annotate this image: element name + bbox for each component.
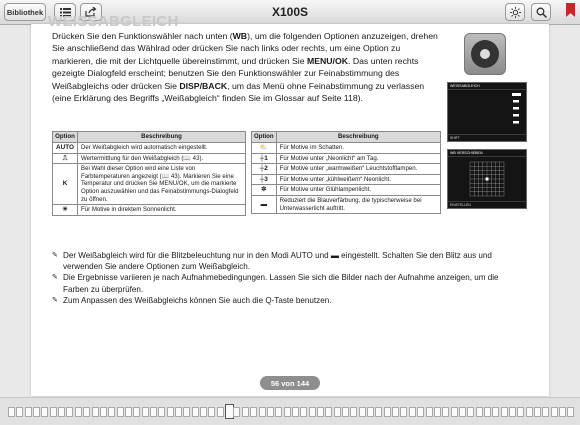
- column-header-option: Option: [53, 132, 78, 143]
- intro-keyword: MENU/OK: [306, 55, 348, 66]
- page-thumbnail[interactable]: [342, 407, 349, 417]
- page-thumbnail[interactable]: [192, 407, 199, 417]
- option-description: Für Motive unter „Neonlicht“ am Tag.: [276, 153, 440, 164]
- wb-shift-screen: [447, 149, 527, 209]
- page-thumbnail[interactable]: [492, 407, 499, 417]
- note-icon: ✎: [52, 252, 58, 259]
- note-text: Die Ergebnisse variieren je nach Aufnahmebedingungen. Lassen Sie sich die Bilder nach der Aufnahme anzeigen, um die Farben zu überprüfen.: [63, 273, 499, 294]
- option-description: Für Motive unter „warmweißen“ Leuchtstofflampen.: [276, 164, 440, 175]
- page-thumbnail[interactable]: [250, 407, 257, 417]
- page-thumbnail[interactable]: [325, 407, 332, 417]
- table-row: [252, 185, 441, 196]
- page-thumbnail[interactable]: [526, 407, 533, 417]
- intro-keyword: DISP/BACK: [179, 80, 228, 91]
- page-thumbnail[interactable]: [217, 407, 224, 417]
- page-thumbnail[interactable]: [175, 407, 182, 417]
- page-thumbnail[interactable]: [58, 407, 65, 417]
- column-header-description: Beschreibung: [276, 132, 440, 143]
- page-thumbnail[interactable]: [501, 407, 508, 417]
- page-thumbnail[interactable]: [459, 407, 466, 417]
- library-button[interactable]: Bibliothek: [4, 3, 46, 21]
- option-description: Bei Wahl dieser Option wird eine Liste von Farbtemperaturen angezeigt (📖 43). Markieren Sie eine Temperatur und drücken Sie MENU/OK, um die markierte Option auszuwählen und das Feinabstimmungs-Dialogfeld zu öffnen.: [78, 164, 246, 205]
- option-icon: ┼1: [252, 153, 277, 164]
- intro-text: ), um die folgenden Optionen anzuzeigen, drehen Sie anschließend das Wählrad oder drücken Sie nach links oder rechts, um eine Option zu markieren, die mit der Lichtquelle übereinstimmt, und drücken Sie: [52, 31, 438, 66]
- page-thumbnail[interactable]: [300, 407, 307, 417]
- page-thumbnail[interactable]: [92, 407, 99, 417]
- bookmark-icon[interactable]: [566, 3, 575, 17]
- page-thumbnail[interactable]: [534, 407, 541, 417]
- option-icon: ⛅: [252, 143, 277, 154]
- page-thumbnail[interactable]: [275, 407, 282, 417]
- page-thumbnail[interactable]: [33, 407, 40, 417]
- page-thumbnail[interactable]: [309, 407, 316, 417]
- options-table-left: [52, 131, 246, 216]
- option-description: Für Motive in direktem Sonnenlicht.: [78, 205, 246, 216]
- page-thumbnail[interactable]: [559, 407, 566, 417]
- page-thumbnail[interactable]: [442, 407, 449, 417]
- option-description: Reduziert die Blauverfärbung, die typischerweise bei Unterwasserlicht auftritt.: [276, 195, 440, 213]
- page-thumbnail[interactable]: [375, 407, 382, 417]
- page-thumbnail[interactable]: [392, 407, 399, 417]
- page-thumbnail[interactable]: [400, 407, 407, 417]
- page-thumbnail[interactable]: [292, 407, 299, 417]
- page-thumbnail[interactable]: [367, 407, 374, 417]
- page-thumbnail[interactable]: [158, 407, 165, 417]
- option-icon: ⎍: [53, 153, 78, 164]
- note-icon: ✎: [52, 274, 58, 282]
- page-thumbnail[interactable]: [167, 407, 174, 417]
- white-balance-screen: [447, 82, 527, 142]
- intro-keyword: WB: [232, 31, 248, 41]
- page-thumbnail[interactable]: [551, 407, 558, 417]
- intro-text: . Das unten rechts gezeigte Dialogfeld erscheint; benutzen Sie den Funktionswähler zur Feinabstimmung des Weißabgleichs oder drücken Sie: [52, 55, 419, 91]
- screen-title: WB VERSCHIEBEN: [450, 151, 483, 155]
- page-thumbnail[interactable]: [233, 407, 240, 417]
- page-thumbnail[interactable]: [150, 407, 157, 417]
- page-thumbnail[interactable]: [334, 407, 341, 417]
- page-thumbnail[interactable]: [359, 407, 366, 417]
- note-text: Zum Anpassen des Weißabgleichs können Sie auch die Q-Taste benutzen.: [63, 295, 332, 305]
- page-thumbnail[interactable]: [25, 407, 32, 417]
- page-thumbnail[interactable]: [409, 407, 416, 417]
- page-thumbnail[interactable]: [317, 407, 324, 417]
- selector-dial-illustration: [464, 33, 506, 75]
- table-row: [53, 205, 246, 216]
- page-thumbnail[interactable]: [284, 407, 291, 417]
- option-icon: ✲: [252, 185, 277, 196]
- notes-list: [52, 250, 522, 306]
- page-thumbnail[interactable]: [83, 407, 90, 417]
- page-thumbnail[interactable]: [100, 407, 107, 417]
- column-header-description: Beschreibung: [78, 132, 246, 143]
- page-thumbnail[interactable]: [75, 407, 82, 417]
- page-thumbnail[interactable]: [8, 407, 15, 417]
- option-icon: ┼3: [252, 174, 277, 185]
- options-table-right: [251, 131, 441, 214]
- note-icon: ✎: [52, 296, 58, 304]
- option-icon: ▬: [252, 195, 277, 213]
- intro-paragraph: [52, 30, 440, 104]
- page-thumbnail[interactable]: [200, 407, 207, 417]
- brightness-icon[interactable]: [505, 3, 525, 21]
- page-thumbnail[interactable]: [567, 407, 574, 417]
- column-header-option: Option: [252, 132, 277, 143]
- page-thumbnail[interactable]: [133, 407, 140, 417]
- page-thumbnail[interactable]: [350, 407, 357, 417]
- screen-footer: SHIFT: [450, 136, 460, 140]
- screen-footer: EINSTELLEN: [450, 203, 471, 207]
- page-thumbnail[interactable]: [484, 407, 491, 417]
- page-thumbnail[interactable]: [542, 407, 549, 417]
- option-icon: ☀: [53, 205, 78, 216]
- page-thumbnail[interactable]: [117, 407, 124, 417]
- note-text: Der Weißabgleich wird für die Blitzbeleuchtung nur in den Modi AUTO und ▬ eingestellt. Schalten Sie den Blitz aus und verwenden Sie andere Optionen zum Weißabgleich.: [63, 251, 492, 272]
- page-thumbnail[interactable]: [125, 407, 132, 417]
- table-row: [252, 174, 441, 185]
- intro-text: Drücken Sie den Funktionswähler nach unten (: [52, 31, 233, 41]
- page-thumbnail[interactable]: [451, 407, 458, 417]
- document-title: X100S: [271, 5, 309, 19]
- option-icon: K: [53, 164, 78, 205]
- page-indicator: 56 von 144: [260, 376, 320, 390]
- table-row: [53, 143, 246, 154]
- page-thumbnail[interactable]: [467, 407, 474, 417]
- table-row: [53, 153, 246, 164]
- page-thumbnail[interactable]: [242, 407, 249, 417]
- page-thumbnail[interactable]: [108, 407, 115, 417]
- note-item: [52, 295, 522, 306]
- page-thumbnail[interactable]: [259, 407, 266, 417]
- option-icon: ┼2: [252, 164, 277, 175]
- option-description: Für Motive unter „kühlweißem“ Neonlicht.: [276, 174, 440, 185]
- option-icon: AUTO: [53, 143, 78, 154]
- page-thumbnail[interactable]: [16, 407, 23, 417]
- intro-text: , um das Menü ohne Feinabstimmung zu verlassen (eine Erklärung des Begriffs „Weißabgleich“ finden Sie im Glossar auf Seite 118).: [52, 80, 425, 104]
- page-thumbnail[interactable]: [267, 407, 274, 417]
- table-row: [252, 164, 441, 175]
- option-description: Für Motive im Schatten.: [276, 143, 440, 154]
- note-item: [52, 250, 522, 272]
- page-thumbnail[interactable]: [208, 407, 215, 417]
- table-row: [252, 195, 441, 213]
- page-thumbnail[interactable]: [509, 407, 516, 417]
- page-thumbnail[interactable]: [183, 407, 190, 417]
- table-row: [53, 164, 246, 205]
- page-thumbnail[interactable]: [142, 407, 149, 417]
- page-thumbnail[interactable]: [384, 407, 391, 417]
- page-thumbnail[interactable]: [426, 407, 433, 417]
- search-icon[interactable]: [531, 3, 551, 21]
- option-description: Der Weißabgleich wird automatisch eingestellt.: [78, 143, 246, 154]
- page-thumbnail[interactable]: [66, 407, 73, 417]
- page-thumbnail[interactable]: [517, 407, 524, 417]
- screen-title: WEISSABGLEICH: [450, 84, 480, 88]
- page-thumbnail[interactable]: [476, 407, 483, 417]
- page-thumbnail[interactable]: [50, 407, 57, 417]
- table-row: [252, 153, 441, 164]
- page-thumbnail-strip[interactable]: [0, 397, 580, 425]
- page-thumbnail[interactable]: [41, 407, 48, 417]
- section-heading: WEISSABGLEICH: [48, 13, 179, 30]
- page-thumbnail[interactable]: [434, 407, 441, 417]
- option-description: Wertermittlung für den Weißabgleich (📖 43).: [78, 153, 246, 164]
- page-thumbnail[interactable]: [417, 407, 424, 417]
- option-description: Für Motive unter Glühlampenlicht.: [276, 185, 440, 196]
- table-row: [252, 143, 441, 154]
- note-item: [52, 272, 522, 294]
